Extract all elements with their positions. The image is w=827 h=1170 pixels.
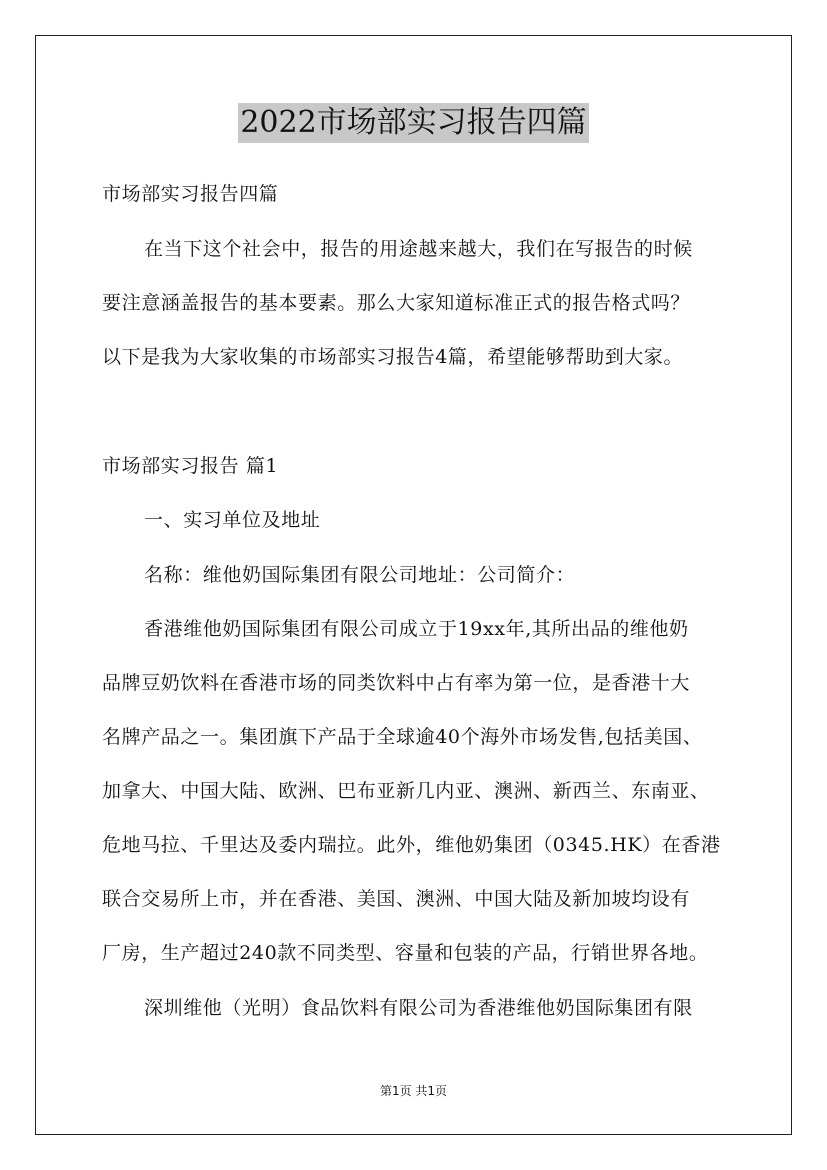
intro-line: 以下是我为大家收集的市场部实习报告4篇，希望能够帮助到大家。 xyxy=(102,346,684,368)
title-container xyxy=(0,103,827,143)
intro-line: 在当下这个社会中，报告的用途越来越大，我们在写报告的时候 xyxy=(144,238,693,260)
document-title: 2022市场部实习报告四篇 xyxy=(238,103,588,143)
section-heading: 市场部实习报告 篇1 xyxy=(102,455,279,477)
intro-line: 要注意涵盖报告的基本要素。那么大家知道标准正式的报告格式吗？ xyxy=(102,292,691,314)
body-line: 厂房，生产超过240款不同类型、容量和包装的产品，行销世界各地。 xyxy=(102,942,709,964)
body-line: 品牌豆奶饮料在香港市场的同类饮料中占有率为第一位，是香港十大 xyxy=(102,672,691,694)
page-footer: 第1页 共1页 xyxy=(379,1084,448,1098)
body-line: 深圳维他（光明）食品饮料有限公司为香港维他奶国际集团有限 xyxy=(144,997,693,1019)
body-line: 名牌产品之一。集团旗下产品于全球逾40个海外市场发售,包括美国、 xyxy=(102,726,703,748)
body-line: 加拿大、中国大陆、欧洲、巴布亚新几内亚、澳洲、新西兰、东南亚、 xyxy=(102,780,710,802)
body-line: 联合交易所上市，并在香港、美国、澳洲、中国大陆及新加坡均设有 xyxy=(102,888,691,910)
body-line: 危地马拉、千里达及委内瑞拉。此外，维他奶集团（0345.HK）在香港 xyxy=(102,834,721,856)
item-heading: 一、实习单位及地址 xyxy=(144,509,321,531)
company-name-line: 名称：维他奶国际集团有限公司地址：公司简介： xyxy=(144,564,576,586)
document-subtitle: 市场部实习报告四篇 xyxy=(102,183,279,205)
body-line: 香港维他奶国际集团有限公司成立于19xx年,其所出品的维他奶 xyxy=(144,618,689,640)
